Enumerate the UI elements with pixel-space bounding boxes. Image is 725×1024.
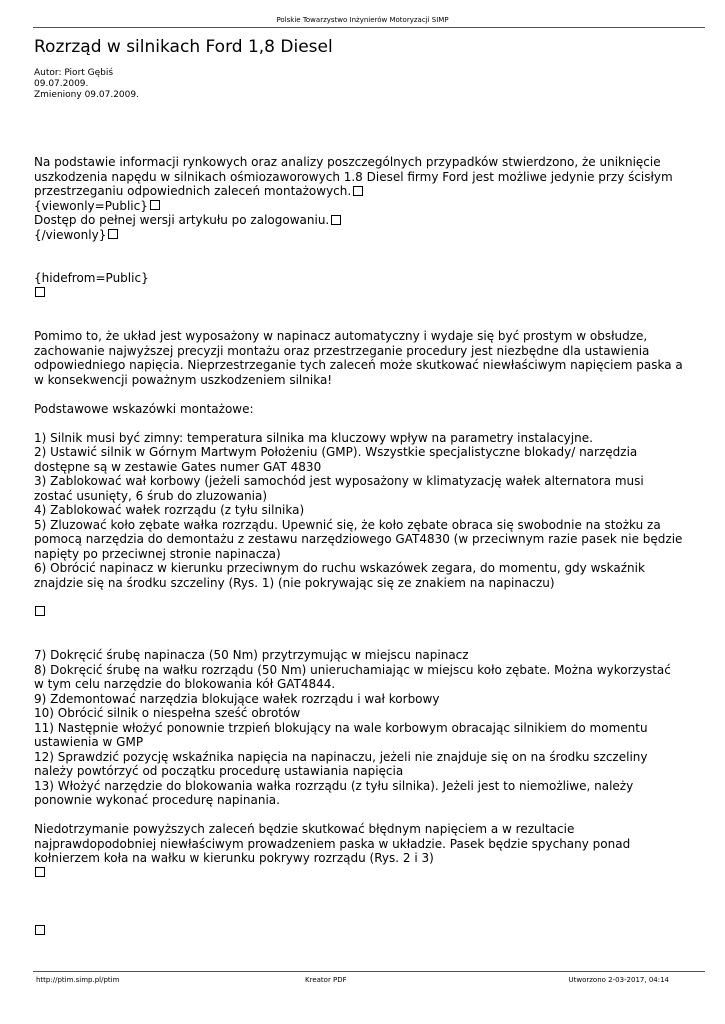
login-notice: Dostęp do pełnej wersji artykułu po zalogowaniu. bbox=[34, 213, 684, 228]
list-item: 5) Zluzować koło zębate wałka rozrządu. Upewnić się, że koło zębate obraca się swobodnie na stożku za pomocą narzędzia do demontażu z zestawu narzędziowego GAT4830 (w przeciwnym razie pasek nie będzie napięty po przeciwnej stronie napinacza) bbox=[34, 517, 683, 561]
list-item: 11) Następnie włożyć ponownie trzpień blokujący na wale korbowym obracając silnikiem do momentu ustawienia w GMP bbox=[34, 720, 648, 749]
missing-glyph-icon bbox=[331, 215, 341, 225]
missing-image-icon bbox=[35, 867, 45, 877]
footer-url: http://ptim.simp.pl/ptim bbox=[36, 976, 120, 984]
image-placeholder bbox=[34, 866, 684, 881]
warning-paragraph: Niedotrzymanie powyższych zaleceń będzie skutkować błędnym napięciem a w rezultacie najprawdopodobniej niewłaściwym prowadzeniem paska w układzie. Pasek będzie spychany ponad kołnierzem koła na wałku w kierunku pokrywy rozrządu (Rys. 2 i 3) bbox=[34, 822, 631, 865]
article-meta bbox=[34, 68, 139, 101]
missing-glyph-icon bbox=[108, 229, 118, 239]
image-placeholder bbox=[34, 286, 684, 301]
article-title: Rozrząd w silnikach Ford 1,8 Diesel bbox=[34, 37, 333, 57]
modified-date: Zmieniony 09.07.2009. bbox=[34, 90, 139, 100]
list-item: 2) Ustawić silnik w Górnym Martwym Położeniu (GMP). Wszystkie specjalistyczne blokady/ narzędzia dostępne są w zestawie Gates numer GAT 4830 bbox=[34, 445, 638, 474]
author: Autor: Piort Gębiś bbox=[34, 68, 114, 78]
missing-image-icon bbox=[35, 287, 45, 297]
instructions-heading: Podstawowe wskazówki montażowe: bbox=[34, 401, 254, 416]
steps-list-second bbox=[34, 648, 684, 808]
list-item: 1) Silnik musi być zimny: temperatura silnika ma kluczowy wpływ na parametry instalacyjne. bbox=[34, 430, 593, 445]
article-body bbox=[34, 155, 684, 938]
tensioner-paragraph: Pomimo to, że układ jest wyposażony w napinacz automatyczny i wydaje się być prostym w obsłudze, zachowanie najwyższej precyzji montażu oraz przestrzeganie procedury jest niezbędne dla ustawienia odpowiedniego napięcia. Nieprzestrzeganie tych zaleceń może skutkować niewłaściwym napięciem paska a w konsekwencji poważnym uszkodzeniem silnika! bbox=[34, 329, 683, 387]
hidefrom-tag: {hidefrom=Public} bbox=[34, 271, 149, 285]
list-item: 4) Zablokować wałek rozrządu (z tyłu silnika) bbox=[34, 503, 305, 517]
footer-generator: Kreator PDF bbox=[305, 976, 347, 984]
footer-created: Utworzono 2-03-2017, 04:14 bbox=[568, 976, 669, 984]
list-item: 12) Sprawdzić pozycję wskaźnika napięcia na napinaczu, jeżeli nie znajduje się on na środku szczeliny należy powtórzyć od początku procedurę ustawiania napięcia bbox=[34, 749, 648, 778]
list-item: 9) Zdemontować narzędzia blokujące wałek rozrządu i wał korbowy bbox=[34, 691, 440, 706]
missing-glyph-icon bbox=[353, 186, 363, 196]
footer-divider bbox=[33, 971, 705, 972]
missing-image-icon bbox=[35, 606, 45, 616]
list-item: 13) Włożyć narzędzie do blokowania wałka rozrządu (z tyłu silnika). Jeżeli jest to niemożliwe, należy ponownie wykonać procedurę napinania. bbox=[34, 778, 634, 807]
list-item: 7) Dokręcić śrubę napinacza (50 Nm) przytrzymując w miejscu napinacz bbox=[34, 648, 469, 662]
image-placeholder bbox=[34, 923, 684, 938]
list-item: 3) Zablokować wał korbowy (jeżeli samochód jest wyposażony w klimatyzację wałek alternatora musi zostać usunięty, 6 śrub do zluzowania) bbox=[34, 474, 644, 503]
viewonly-open-tag: {viewonly=Public} bbox=[34, 199, 684, 214]
missing-glyph-icon bbox=[150, 200, 160, 210]
missing-image-icon bbox=[35, 925, 45, 935]
intro-paragraph: Na podstawie informacji rynkowych oraz analizy poszczególnych przypadków stwierdzono, że uniknięcie uszkodzenia napędu w silnikach ośmiozaworowych 1.8 Diesel firmy Ford jest możliwe jedynie przy ścisłym przestrzeganiu odpowiednich zaleceń montażowych. bbox=[34, 155, 673, 198]
header-divider bbox=[33, 27, 705, 28]
list-item: 10) Obrócić silnik o niespełna sześć obrotów bbox=[34, 706, 301, 720]
list-item: 6) Obrócić napinacz w kierunku przeciwnym do ruchu wskazówek zegara, do momentu, gdy wskaźnik znajdzie się na środku szczeliny (Rys. 1) (nie pokrywając się ze znakiem na napinaczu) bbox=[34, 561, 645, 590]
page-header: Polskie Towarzystwo Inżynierów Motoryzacji SIMP bbox=[276, 16, 449, 24]
image-placeholder bbox=[34, 605, 684, 620]
viewonly-close-tag: {/viewonly} bbox=[34, 228, 684, 243]
steps-list-first bbox=[34, 431, 684, 591]
list-item: 8) Dokręcić śrubę na wałku rozrządu (50 Nm) unieruchamiając w miejscu koło zębate. Można wykorzystać w tym celu narzędzie do blokowania kół GAT4844. bbox=[34, 662, 671, 691]
publish-date: 09.07.2009. bbox=[34, 79, 89, 89]
